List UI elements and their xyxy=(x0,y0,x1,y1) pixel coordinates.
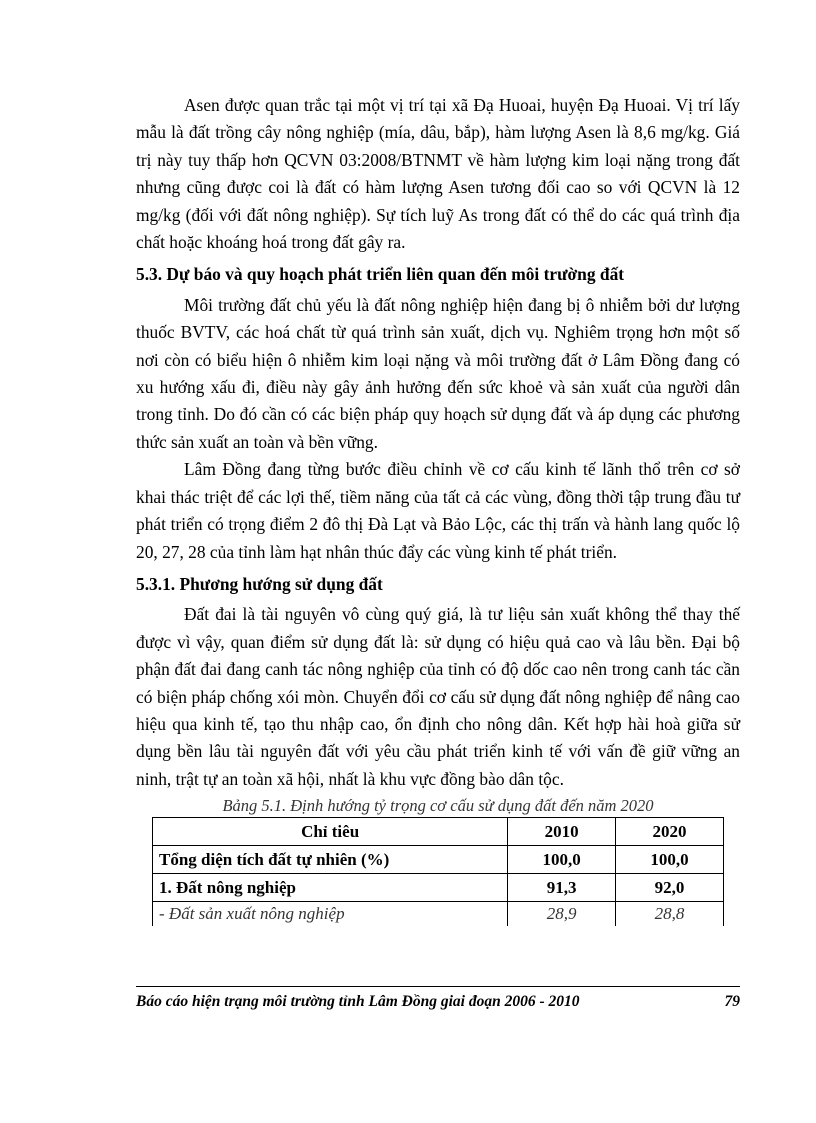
table-cell: - Đất sản xuất nông nghiệp xyxy=(153,902,508,927)
table-row xyxy=(153,902,724,927)
page-footer xyxy=(136,986,740,1011)
table-caption: Bảng 5.1. Định hướng tỷ trọng cơ cấu sử dụng đất đến năm 2020 xyxy=(222,796,654,816)
table-row xyxy=(153,846,724,874)
heading-5-3-1: 5.3.1. Phương hướng sử dụng đất xyxy=(136,573,383,594)
table-cell: 1. Đất nông nghiệp xyxy=(153,874,508,902)
table-cell: Tổng diện tích đất tự nhiên (%) xyxy=(153,846,508,874)
table-cell: 92,0 xyxy=(616,874,724,902)
page-number: 79 xyxy=(724,993,740,1010)
table-cell: 28,9 xyxy=(508,902,616,927)
header-cell-indicator: Chỉ tiêu xyxy=(153,818,508,846)
footer-title: Báo cáo hiện trạng môi trường tỉnh Lâm Đồng giai đoạn 2006 - 2010 xyxy=(136,993,580,1010)
table-cell: 100,0 xyxy=(616,846,724,874)
paragraph-land-use: Đất đai là tài nguyên vô cùng quý giá, là tư liệu sản xuất không thể thay thế được vì vậy, quan điểm sử dụng đất là: sử dụng có hiệu quả cao và lâu bền. Đại bộ phận đất đai đang canh tác nông nghiệp của tỉnh có độ dốc cao nên trong canh tác cần có biện pháp chống xói mòn. Chuyển đổi cơ cấu sử dụng đất nông nghiệp để nâng cao hiệu qua kinh tế, tạo thu nhập cao, ổn định cho nông dân. Kết hợp hài hoà giữa sử dụng bền lâu tài nguyên đất với yêu cầu phát triển kinh tế với vấn đề giữ vững an ninh, trật tự an toàn xã hội, nhất là khu vực đồng bào dân tộc. xyxy=(136,604,740,789)
header-cell-2010: 2010 xyxy=(508,818,616,846)
table-cell: 100,0 xyxy=(508,846,616,874)
paragraph-soil-environment: Môi trường đất chủ yếu là đất nông nghiệp hiện đang bị ô nhiễm bởi dư lượng thuốc BVTV, các hoá chất từ quá trình sản xuất, dịch vụ. Nghiêm trọng hơn một số nơi còn có biểu hiện ô nhiễm kim loại nặng và môi trường đất ở Lâm Đồng đang có xu hướng xấu đi, điều này gây ảnh hưởng đến sức khoẻ và sản xuất của người dân trong tỉnh. Do đó cần có các biện pháp quy hoạch sử dụng đất và áp dụng các phương thức sản xuất an toàn và bền vững. xyxy=(136,294,740,452)
table-cell: 91,3 xyxy=(508,874,616,902)
header-cell-2020: 2020 xyxy=(616,818,724,846)
table-cell: 28,8 xyxy=(616,902,724,927)
table-row xyxy=(153,874,724,902)
land-use-table xyxy=(152,817,724,926)
table-header-row xyxy=(153,818,724,846)
paragraph-asen: Asen được quan trắc tại một vị trí tại xã Đạ Huoai, huyện Đạ Huoai. Vị trí lấy mẫu là đất trồng cây nông nghiệp (mía, dâu, bắp), hàm lượng Asen là 8,6 mg/kg. Giá trị này tuy thấp hơn QCVN 03:2008/BTNMT về hàm lượng kim loại nặng trong đất nhưng cũng được coi là đất có hàm lượng Asen tương đối cao so với QCVN là 12 mg/kg (đối với đất nông nghiệp). Sự tích luỹ As trong đất có thể do các quá trình địa chất hoặc khoáng hoá trong đất gây ra. xyxy=(136,95,740,253)
paragraph-lam-dong: Lâm Đồng đang từng bước điều chỉnh về cơ cấu kinh tế lãnh thổ trên cơ sở khai thác triệt để các lợi thế, tiềm năng của tất cả các vùng, đồng thời tập trung đầu tư phát triển có trọng điểm 2 đô thị Đà Lạt và Bảo Lộc, các thị trấn và hành lang quốc lộ 20, 27, 28 của tỉnh làm hạt nhân thúc đẩy các vùng kinh tế phát triển. xyxy=(136,459,740,562)
heading-5-3: 5.3. Dự báo và quy hoạch phát triển liên quan đến môi trường đất xyxy=(136,264,625,285)
document-body xyxy=(136,92,740,926)
